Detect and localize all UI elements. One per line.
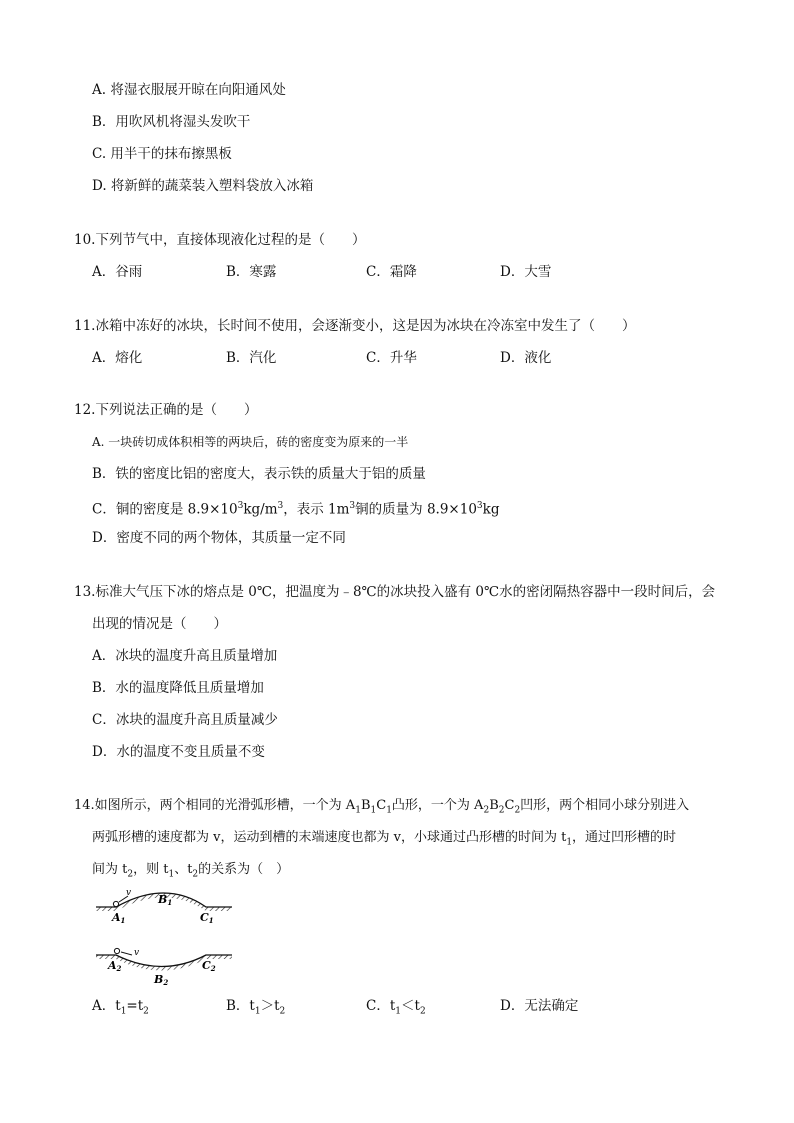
q11-option-d: D．液化 (500, 350, 552, 366)
q14l1-t1: 14.如图所示，两个相同的光滑弧形槽，一个为 A (74, 798, 356, 813)
q14l3-s1: 2 (127, 869, 134, 880)
q13-option-a: A．冰块的温度升高且质量增加 (92, 648, 278, 664)
q14l1-s6: 2 (514, 805, 521, 816)
q13-stem-line1: 13.标准大气压下冰的熔点是 0℃，把温度为﹣8℃的冰块投入盛有 0℃水的密闭隔热容器中一段时间后，会 (74, 584, 716, 600)
q14-stem-line1 (74, 796, 689, 821)
q10-option-c: C．霜降 (366, 264, 417, 280)
q13-option-d: D．水的温度不变且质量不变 (92, 744, 265, 760)
concave-label-a: A2 (108, 959, 122, 973)
q13-option-c: C．冰块的温度升高且质量减少 (92, 712, 278, 728)
q11-stem: 11.冰箱中冻好的冰块，长时间不使用，会逐渐变小，这是因为冰块在冷冻室中发生了（ ） (74, 318, 636, 334)
q12-stem: 12.下列说法正确的是（ ） (74, 402, 258, 418)
q14a-s2: 2 (143, 1006, 149, 1017)
q14l3-t1: 间为 t (92, 862, 128, 877)
q12-option-a: A. 一块砖切成体积相等的两块后，砖的密度变为原来的一半 (92, 435, 409, 449)
q14c-s1: 1 (395, 1006, 401, 1017)
q14-option-b (226, 996, 285, 1022)
q14l1-s3: 1 (386, 805, 392, 816)
q12c-text-2: kg/m (243, 501, 278, 518)
concave-groove (96, 948, 232, 987)
q14c-t2: ＜t (401, 998, 420, 1014)
concave-label-c: C2 (202, 959, 216, 973)
q14b-s1: 1 (254, 1006, 261, 1017)
q14a-t2: =t (126, 998, 144, 1014)
q14-option-d: D．无法确定 (500, 998, 579, 1014)
q14b-t2: ＞t (260, 998, 280, 1014)
q12c-sup-3: 3 (349, 501, 356, 511)
concave-label-b: B2 (154, 973, 169, 987)
convex-label-v: v (126, 888, 132, 898)
q11-option-c: C．升华 (366, 350, 417, 366)
convex-ball (113, 901, 118, 906)
q14l1-s1: 1 (355, 805, 361, 816)
q14-stem-line2 (92, 828, 676, 853)
q12c-sup-4: 3 (476, 501, 483, 511)
q10-stem: 10.下列节气中，直接体现液化过程的是（ ） (74, 232, 366, 248)
q14l1-t2: B (360, 798, 371, 813)
convex-groove (96, 888, 232, 925)
q12c-text-4: 铜的质量为 8.9×10 (355, 501, 477, 518)
concave-ball (114, 948, 119, 953)
q14l1-t6: C (504, 798, 515, 813)
q14a-t1: A．t (92, 998, 121, 1014)
q14c-t1: C．t (366, 998, 396, 1014)
q12c-sup-2: 3 (277, 501, 284, 511)
q13-option-b: B．水的温度降低且质量增加 (92, 680, 264, 696)
q12c-text-3: ，表示 1m (283, 501, 350, 518)
q14l3-t3: 、t (174, 862, 193, 877)
q12-option-d: D．密度不同的两个物体，其质量一定不同 (92, 530, 346, 546)
convex-label-a: A1 (112, 911, 126, 925)
concave-label-v: v (134, 948, 140, 958)
q11-option-a: A．熔化 (92, 350, 143, 366)
q12c-sup-1: 3 (237, 501, 244, 511)
convex-label-b: B1 (158, 893, 173, 907)
q14l2-s1: 1 (566, 837, 573, 848)
q14l3-t4: 的关系为（ ） (198, 862, 290, 877)
q14l1-s5: 2 (498, 805, 505, 816)
q14b-s2: 2 (279, 1006, 286, 1017)
q14l3-s2: 1 (168, 869, 175, 880)
q14l2-t2: ，通过凹形槽的时 (572, 830, 677, 845)
q9-option-b: B．用吹风机将湿头发吹干 (92, 114, 251, 130)
q14l1-s2: 1 (370, 805, 377, 816)
q9-option-a: A. 将湿衣服展开晾在向阳通风处 (92, 82, 286, 98)
groove-figure (94, 885, 239, 987)
q14b-t1: B．t (226, 998, 255, 1014)
q14a-s1: 1 (120, 1006, 127, 1017)
q9-option-c: C. 用半干的抹布擦黑板 (92, 146, 232, 162)
q9-option-d: D. 将新鲜的蔬菜装入塑料袋放入冰箱 (92, 178, 314, 194)
q14l2-t1: 两弧形槽的速度都为 v，运动到槽的末端速度也都为 v，小球通过凸形槽的时间为 t (92, 830, 567, 845)
q12c-text-1: C．铜的密度是 8.9×10 (92, 501, 238, 518)
q14l1-t5: B (489, 798, 499, 813)
q12-option-b: B．铁的密度比铝的密度大，表示铁的质量大于铝的质量 (92, 466, 426, 482)
q12-option-c (92, 496, 499, 520)
q10-option-b: B．寒露 (226, 264, 277, 280)
q14l3-s3: 2 (192, 869, 199, 880)
q14l1-t4: 凸形，一个为 A (391, 798, 484, 813)
q14-option-c (366, 996, 426, 1022)
q11-option-b: B．汽化 (226, 350, 277, 366)
convex-label-c: C1 (200, 911, 214, 925)
q12c-text-5: kg (482, 501, 500, 518)
q10-option-d: D．大雪 (500, 264, 552, 280)
concave-velocity-arrow (121, 952, 132, 955)
q14l3-t2: ，则 t (133, 862, 169, 877)
q14l1-t3: C (376, 798, 387, 813)
q13-stem-line2: 出现的情况是（ ） (92, 616, 227, 632)
q10-option-a: A．谷雨 (92, 264, 143, 280)
q14l1-t7: 凹形，两个相同小球分别进入 (520, 798, 690, 813)
q14-option-a (92, 996, 149, 1022)
q14c-s2: 2 (419, 1006, 426, 1017)
q14l1-s4: 2 (483, 805, 490, 816)
q14-stem-line3 (92, 860, 289, 885)
